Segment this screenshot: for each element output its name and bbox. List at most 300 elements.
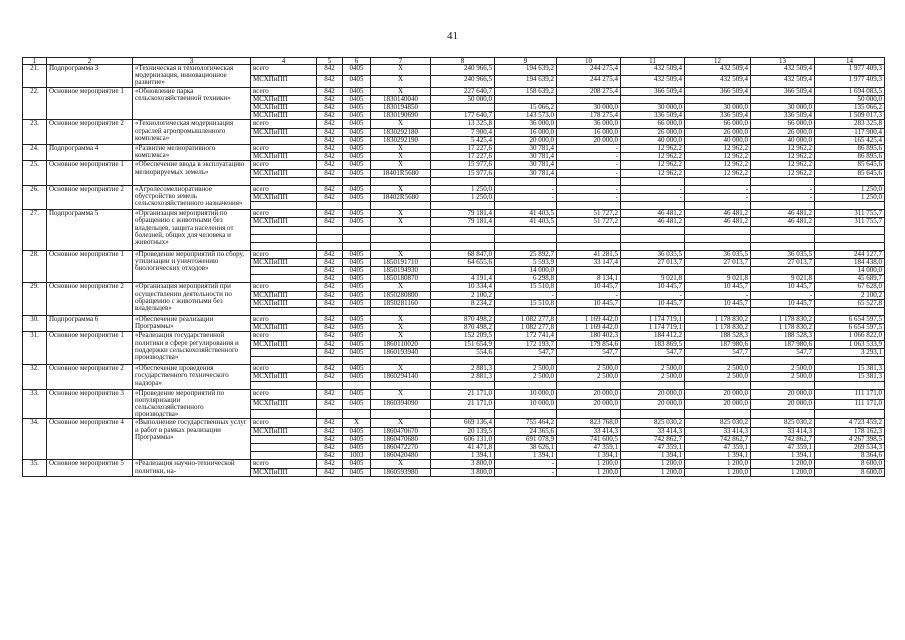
amount-cell [557, 226, 621, 234]
code-cell: 0405 [343, 299, 371, 307]
amount-cell [621, 234, 685, 242]
amount-cell: 30 781,4 [495, 153, 557, 161]
amount-cell [685, 242, 751, 250]
amount-cell: 15 381,3 [815, 365, 885, 373]
code-cell: 0405 [343, 218, 371, 226]
amount-cell: 1 200,0 [557, 460, 621, 468]
amount-cell: 432 509,4 [621, 76, 685, 87]
amount-cell: 179 854,6 [557, 340, 621, 348]
executor-cell: МСХПиПП [251, 340, 317, 348]
amount-cell: 547,7 [557, 348, 621, 356]
table-row [23, 185, 885, 193]
code-cell [371, 202, 431, 210]
code-cell [317, 177, 343, 185]
amount-cell: 172 741,4 [495, 332, 557, 340]
code-cell [317, 242, 343, 250]
code-cell [317, 202, 343, 210]
amount-cell: 36 000,0 [495, 120, 557, 128]
amount-cell: 227 640,7 [431, 87, 495, 95]
code-cell: 18402R5680 [371, 194, 431, 202]
table-row [23, 460, 885, 468]
row-number-cell: 32. [23, 365, 47, 389]
amount-cell: 15 977,6 [431, 161, 495, 169]
code-cell: 1850180870 [371, 275, 431, 283]
amount-cell: 10 445,7 [621, 299, 685, 307]
description-cell: «Обновление парка сельскохозяйственной техники» [133, 87, 251, 120]
amount-cell: 1 200,0 [685, 460, 751, 468]
amount-cell: - [621, 185, 685, 193]
table-row [23, 120, 885, 128]
amount-cell: 14 000,0 [815, 267, 885, 275]
program-name-cell: Основное мероприятие 1 [47, 332, 133, 365]
executor-cell [251, 409, 317, 419]
amount-cell [557, 95, 621, 103]
executor-cell: МСХПиПП [251, 95, 317, 103]
code-cell [343, 357, 371, 365]
amount-cell: 1 250,0 [431, 194, 495, 202]
code-cell: 842 [317, 340, 343, 348]
amount-cell: 8 600,0 [815, 460, 885, 468]
code-cell: 842 [317, 65, 343, 76]
code-cell: 1850280800 [371, 291, 431, 299]
code-cell: Х [371, 87, 431, 95]
row-number-cell: 24. [23, 145, 47, 161]
row-number-cell: 21. [23, 65, 47, 88]
code-cell: 842 [317, 419, 343, 427]
amount-cell: 10 445,7 [685, 283, 751, 291]
amount-cell: 547,7 [621, 348, 685, 356]
amount-cell: 12 962,2 [621, 145, 685, 153]
code-cell [317, 234, 343, 242]
amount-cell: 50 000,0 [815, 95, 885, 103]
amount-cell: 1 977 409,3 [815, 65, 885, 76]
header-cell: 12 [685, 58, 751, 65]
header-cell: 10 [557, 58, 621, 65]
amount-cell: 825 030,2 [751, 419, 815, 427]
amount-cell [621, 226, 685, 234]
table-row [23, 283, 885, 291]
amount-cell: 1 250,0 [815, 185, 885, 193]
code-cell [343, 177, 371, 185]
code-cell [371, 177, 431, 185]
amount-cell [685, 409, 751, 419]
amount-cell [621, 409, 685, 419]
amount-cell: 47 359,1 [557, 443, 621, 451]
amount-cell: 1 169 442,0 [557, 316, 621, 324]
code-cell: 0405 [343, 443, 371, 451]
amount-cell: 41 403,5 [495, 210, 557, 218]
amount-cell: 5 425,4 [431, 136, 495, 144]
amount-cell: 336 509,4 [685, 112, 751, 120]
code-cell: 1830190690 [371, 112, 431, 120]
amount-cell [815, 381, 885, 389]
amount-cell: 26 000,0 [621, 128, 685, 136]
amount-cell: - [685, 185, 751, 193]
program-name-cell: Подпрограмма 3 [47, 65, 133, 88]
code-cell: 842 [317, 258, 343, 266]
row-number-cell: 33. [23, 389, 47, 419]
amount-cell: 12 962,2 [621, 161, 685, 169]
amount-cell [751, 381, 815, 389]
code-cell: 1003 [343, 452, 371, 460]
amount-cell: 1 394,1 [431, 452, 495, 460]
code-cell: 842 [317, 399, 343, 409]
amount-cell [751, 357, 815, 365]
table-row [23, 250, 885, 258]
table-row [23, 316, 885, 324]
description-cell: «Обеспечение проведения государственного технического надзора» [133, 365, 251, 389]
code-cell: 842 [317, 427, 343, 435]
code-cell [371, 409, 431, 419]
amount-cell: 33 147,4 [557, 258, 621, 266]
amount-cell: 6 298,8 [495, 275, 557, 283]
amount-cell [751, 234, 815, 242]
description-cell: «Агролесомелиоративное обустройство земель сельскохозяйственного назначения» [133, 185, 251, 209]
executor-cell: всего [251, 161, 317, 169]
amount-cell: 1 178 830,2 [685, 316, 751, 324]
amount-cell: 194 639,2 [495, 65, 557, 76]
amount-cell: 2 500,0 [751, 373, 815, 381]
amount-cell: 870 498,2 [431, 324, 495, 332]
code-cell: 842 [317, 324, 343, 332]
executor-cell [251, 234, 317, 242]
amount-cell [815, 242, 885, 250]
amount-cell: 7 900,4 [431, 128, 495, 136]
executor-cell: МСХПиПП [251, 468, 317, 476]
amount-cell [557, 381, 621, 389]
code-cell: 842 [317, 185, 343, 193]
amount-cell: 20 000,0 [495, 136, 557, 144]
table-row [23, 210, 885, 218]
amount-cell: 1 200,0 [751, 468, 815, 476]
amount-cell: 188 528,3 [751, 332, 815, 340]
amount-cell: 86 895,6 [815, 153, 885, 161]
amount-cell [557, 308, 621, 316]
amount-cell: 135 066,2 [815, 104, 885, 112]
header-cell: 2 [47, 58, 133, 65]
executor-cell: МСХПиПП [251, 76, 317, 87]
amount-cell: 742 862,7 [621, 435, 685, 443]
code-cell: Х [371, 332, 431, 340]
amount-cell: 33 414,3 [685, 427, 751, 435]
amount-cell: 12 962,2 [685, 153, 751, 161]
table-row [23, 87, 885, 95]
amount-cell: 12 962,2 [751, 169, 815, 177]
amount-cell [431, 202, 495, 210]
amount-cell: 244 275,4 [557, 65, 621, 76]
amount-cell: 64 655,6 [431, 258, 495, 266]
amount-cell: - [495, 194, 557, 202]
amount-cell [815, 177, 885, 185]
amount-cell: 172 193,7 [495, 340, 557, 348]
code-cell: 1860472270 [371, 443, 431, 451]
amount-cell: 20 000,0 [751, 399, 815, 409]
amount-cell: 17 227,6 [431, 153, 495, 161]
amount-cell: 15 510,8 [495, 283, 557, 291]
executor-cell: всего [251, 365, 317, 373]
code-cell: 18401R5680 [371, 169, 431, 177]
amount-cell [431, 234, 495, 242]
amount-cell: 68 847,0 [431, 250, 495, 258]
header-cell: 11 [621, 58, 685, 65]
executor-cell: всего [251, 460, 317, 468]
amount-cell: 184 438,0 [815, 258, 885, 266]
executor-cell [251, 381, 317, 389]
amount-cell: 27 013,7 [621, 258, 685, 266]
code-cell: 0405 [343, 348, 371, 356]
executor-cell [251, 226, 317, 234]
row-number-cell: 28. [23, 250, 47, 283]
amount-cell: 187 980,6 [751, 340, 815, 348]
header-cell: 9 [495, 58, 557, 65]
description-cell: «Обеспечение реализации Программы» [133, 316, 251, 332]
amount-cell: 183 869,5 [621, 340, 685, 348]
amount-cell [431, 308, 495, 316]
amount-cell: 1 394,1 [557, 452, 621, 460]
code-cell: 0405 [343, 291, 371, 299]
amount-cell: 311 755,7 [815, 218, 885, 226]
amount-cell: 2 500,0 [557, 373, 621, 381]
amount-cell: 12 962,2 [621, 169, 685, 177]
amount-cell [685, 234, 751, 242]
amount-cell: - [621, 291, 685, 299]
code-cell: 1830140040 [371, 95, 431, 103]
amount-cell: 2 500,0 [751, 365, 815, 373]
amount-cell: 111 171,0 [815, 389, 885, 399]
amount-cell: - [751, 185, 815, 193]
amount-cell: 1 694 083,5 [815, 87, 885, 95]
table-row [23, 145, 885, 153]
amount-cell [431, 267, 495, 275]
amount-cell: 12 962,2 [621, 153, 685, 161]
amount-cell: 46 481,2 [751, 210, 815, 218]
code-cell: 0405 [343, 76, 371, 87]
amount-cell: 432 509,4 [751, 65, 815, 76]
amount-cell: 10 334,4 [431, 283, 495, 291]
code-cell: 842 [317, 365, 343, 373]
amount-cell: 36 035,5 [685, 250, 751, 258]
amount-cell: 4 267 398,5 [815, 435, 885, 443]
code-cell: 0405 [343, 185, 371, 193]
amount-cell: 741 600,5 [557, 435, 621, 443]
amount-cell: 691 078,9 [495, 435, 557, 443]
amount-cell: - [495, 460, 557, 468]
executor-cell [251, 202, 317, 210]
amount-cell: - [751, 291, 815, 299]
amount-cell: 10 445,7 [751, 283, 815, 291]
code-cell [343, 234, 371, 242]
amount-cell: 66 000,0 [621, 120, 685, 128]
amount-cell: 2 500,0 [621, 373, 685, 381]
amount-cell [685, 177, 751, 185]
amount-cell: 26 000,0 [751, 128, 815, 136]
code-cell: 0405 [343, 128, 371, 136]
amount-cell: 117 900,4 [815, 128, 885, 136]
amount-cell: 606 131,0 [431, 435, 495, 443]
code-cell: 842 [317, 460, 343, 468]
amount-cell [751, 202, 815, 210]
amount-cell: 825 030,2 [621, 419, 685, 427]
amount-cell: 1 178 830,2 [685, 324, 751, 332]
code-cell: 0405 [343, 275, 371, 283]
amount-cell [815, 409, 885, 419]
code-cell: 0405 [343, 161, 371, 169]
amount-cell: - [495, 185, 557, 193]
amount-cell [621, 202, 685, 210]
executor-cell [251, 275, 317, 283]
amount-cell: 20 139,5 [431, 427, 495, 435]
code-cell: 1860110020 [371, 340, 431, 348]
amount-cell [431, 381, 495, 389]
amount-cell: 36 035,5 [751, 250, 815, 258]
code-cell: 0405 [343, 194, 371, 202]
amount-cell: 66 000,0 [685, 120, 751, 128]
amount-cell: 2 500,0 [557, 365, 621, 373]
amount-cell [621, 177, 685, 185]
header-cell: 14 [815, 58, 885, 65]
executor-cell: МСХПиПП [251, 169, 317, 177]
amount-cell: 180 402,3 [557, 332, 621, 340]
amount-cell: - [685, 194, 751, 202]
program-name-cell: Основное мероприятие 3 [47, 389, 133, 419]
code-cell: 0405 [343, 120, 371, 128]
amount-cell: 2 881,3 [431, 365, 495, 373]
amount-cell: 33 414,3 [557, 427, 621, 435]
code-cell: Х [343, 419, 371, 427]
code-cell: 1860470670 [371, 427, 431, 435]
amount-cell: 30 000,0 [685, 104, 751, 112]
amount-cell [751, 409, 815, 419]
executor-cell [251, 435, 317, 443]
amount-cell: 8 234,2 [431, 299, 495, 307]
amount-cell [495, 409, 557, 419]
amount-cell: - [557, 153, 621, 161]
amount-cell: 30 781,4 [495, 145, 557, 153]
amount-cell: 143 573,0 [495, 112, 557, 120]
table-row [23, 419, 885, 427]
code-cell [371, 308, 431, 316]
amount-cell: - [685, 291, 751, 299]
code-cell: 842 [317, 128, 343, 136]
program-name-cell: Основное мероприятие 2 [47, 365, 133, 389]
amount-cell: 269 534,3 [815, 443, 885, 451]
amount-cell: 50 000,0 [431, 95, 495, 103]
amount-cell: 20 000,0 [685, 399, 751, 409]
amount-cell [431, 357, 495, 365]
amount-cell: 336 509,4 [621, 112, 685, 120]
executor-cell: всего [251, 283, 317, 291]
executor-cell [251, 242, 317, 250]
amount-cell: 152 209,5 [431, 332, 495, 340]
amount-cell: 2 500,0 [495, 365, 557, 373]
code-cell: 842 [317, 468, 343, 476]
amount-cell: 30 000,0 [751, 104, 815, 112]
amount-cell [557, 267, 621, 275]
code-cell: 0405 [343, 145, 371, 153]
executor-cell: МСХПиПП [251, 218, 317, 226]
code-cell: 0405 [343, 267, 371, 275]
description-cell: «Развитие мелиоративного комплекса» [133, 145, 251, 161]
amount-cell: 79 181,4 [431, 218, 495, 226]
amount-cell: 2 500,0 [685, 373, 751, 381]
amount-cell: 432 509,4 [751, 76, 815, 87]
amount-cell: 178 275,4 [557, 112, 621, 120]
amount-cell: 4 191,4 [431, 275, 495, 283]
code-cell: 0405 [343, 373, 371, 381]
amount-cell: 1 082 277,8 [495, 316, 557, 324]
code-cell: 0405 [343, 332, 371, 340]
code-cell [317, 381, 343, 389]
amount-cell: 1 082 277,8 [495, 324, 557, 332]
amount-cell: 16 000,0 [557, 128, 621, 136]
code-cell: Х [371, 419, 431, 427]
code-cell [343, 202, 371, 210]
code-cell: 842 [317, 95, 343, 103]
code-cell: Х [371, 161, 431, 169]
program-name-cell: Подпрограмма 5 [47, 210, 133, 250]
code-cell: 0405 [343, 460, 371, 468]
amount-cell: 669 136,4 [431, 419, 495, 427]
amount-cell: 244 127,7 [815, 250, 885, 258]
amount-cell: 165 425,4 [815, 136, 885, 144]
description-cell: «Проведение мероприятий по сбору, утилизации и уничтожению биологических отходов» [133, 250, 251, 283]
amount-cell: 9 021,8 [621, 275, 685, 283]
amount-cell: 2 500,0 [685, 365, 751, 373]
amount-cell [495, 308, 557, 316]
header-cell: 7 [371, 58, 431, 65]
row-number-cell: 35. [23, 460, 47, 476]
amount-cell: 240 966,5 [431, 76, 495, 87]
amount-cell [557, 177, 621, 185]
amount-cell: 5 593,9 [495, 258, 557, 266]
amount-cell: - [557, 194, 621, 202]
header-cell: 6 [343, 58, 371, 65]
code-cell [317, 409, 343, 419]
code-cell: 0405 [343, 112, 371, 120]
amount-cell: 1 174 719,1 [621, 324, 685, 332]
amount-cell: 366 509,4 [751, 87, 815, 95]
code-cell: 0405 [343, 153, 371, 161]
code-cell: Х [371, 389, 431, 399]
amount-cell: 2 100,2 [431, 291, 495, 299]
amount-cell: 20 000,0 [685, 389, 751, 399]
header-cell: 3 [133, 58, 251, 65]
code-cell: 842 [317, 112, 343, 120]
amount-cell: 21 171,0 [431, 389, 495, 399]
amount-cell: 30 000,0 [557, 104, 621, 112]
code-cell: 842 [317, 316, 343, 324]
description-cell: «Реализация научно-технической политики, на- [133, 460, 251, 476]
header-cell: 5 [317, 58, 343, 65]
amount-cell: - [495, 468, 557, 476]
amount-cell: 30 000,0 [621, 104, 685, 112]
code-cell: 842 [317, 443, 343, 451]
amount-cell: 17 227,6 [431, 145, 495, 153]
code-cell: Х [371, 218, 431, 226]
amount-cell [751, 267, 815, 275]
executor-cell: МСХПиПП [251, 324, 317, 332]
amount-cell [685, 357, 751, 365]
executor-cell: МСХПиПП [251, 373, 317, 381]
amount-cell: 20 000,0 [751, 389, 815, 399]
amount-cell: 41 471,8 [431, 443, 495, 451]
amount-cell: 1 200,0 [621, 460, 685, 468]
amount-cell: - [557, 185, 621, 193]
amount-cell: 30 781,4 [495, 161, 557, 169]
executor-cell: МСХПиПП [251, 399, 317, 409]
code-cell [343, 226, 371, 234]
amount-cell [815, 202, 885, 210]
